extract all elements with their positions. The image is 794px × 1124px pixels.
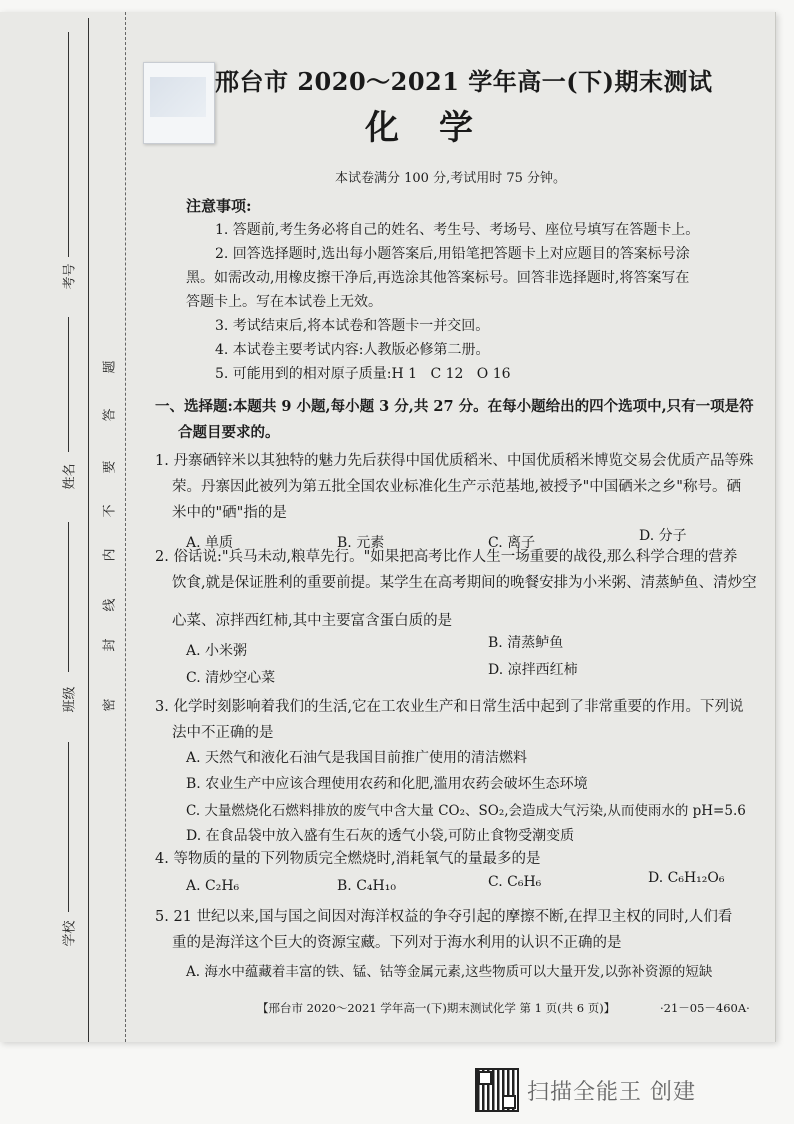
- q1-option-b: B. 元素: [337, 535, 385, 551]
- seal-char-8: 题: [102, 360, 118, 374]
- q1-option-a: A. 单质: [186, 535, 234, 551]
- q2-line-1: 2. 俗话说:"兵马未动,粮草先行。"如果把高考比作人生一场重要的战役,那么科学合理的营养: [155, 549, 738, 565]
- q2-option-d: D. 凉拌西红柿: [488, 662, 578, 678]
- seal-char-6: 要: [102, 460, 118, 474]
- q1-line-3: 米中的"硒"指的是: [172, 505, 287, 521]
- class-label: 班级: [62, 686, 78, 713]
- seal-char-5: 不: [102, 504, 118, 518]
- q4-option-c: C. C₆H₆: [488, 874, 542, 890]
- seal-char-4: 内: [102, 548, 118, 562]
- name-blank: [68, 317, 69, 452]
- q1-option-d: D. 分子: [639, 528, 687, 544]
- q1-option-c: C. 离子: [488, 535, 536, 551]
- exam-info: 本试卷满分 100 分,考试用时 75 分钟。: [335, 171, 567, 186]
- subject-title: 化学: [365, 108, 513, 148]
- q2-line-2: 饮食,就是保证胜利的重要前提。某学生在高考期间的晚餐安排为小米粥、清蒸鲈鱼、清炒空: [172, 575, 757, 591]
- exam-number-label: 考号: [62, 263, 78, 290]
- note-line-2: 2. 回答选择题时,选出每小题答案后,用铅笔把答题卡上对应题目的答案标号涂: [215, 246, 690, 262]
- note-line-1: 1. 答题前,考生务必将自己的姓名、考生号、考场号、座位号填写在答题卡上。: [215, 222, 700, 238]
- watermark-text: 扫描全能王 创建: [527, 1079, 696, 1105]
- note-line-3: 黑。如需改动,用橡皮擦干净后,再选涂其他答案标号。回答非选择题时,将答案写在: [186, 270, 690, 286]
- exam-number-blank: [68, 32, 69, 257]
- note-line-4: 答题卡上。写在本试卷上无效。: [186, 294, 382, 310]
- seal-char-1: 密: [102, 698, 118, 712]
- q5-line-2: 重的是海洋这个巨大的资源宝藏。下列对于海水利用的认识不正确的是: [172, 935, 622, 951]
- q1-line-1: 1. 丹寨硒锌米以其独特的魅力先后获得中国优质稻米、中国优质稻米博览交易会优质产品等殊: [155, 453, 754, 469]
- page-footer: 【邢台市 2020～2021 学年高一(下)期末测试化学 第 1 页(共 6 页)】: [257, 1001, 616, 1015]
- name-label: 姓名: [62, 463, 78, 490]
- class-blank: [68, 522, 69, 672]
- note-line-7: 5. 可能用到的相对原子质量:H 1 C 12 O 16: [215, 366, 511, 382]
- seal-char-7: 答: [102, 408, 118, 422]
- q4-option-a: A. C₂H₆: [186, 878, 240, 894]
- seal-line: [88, 18, 89, 1042]
- school-label: 学校: [62, 920, 78, 947]
- q3-option-a: A. 天然气和液化石油气是我国目前推广使用的清洁燃料: [186, 750, 528, 766]
- q2-option-c: C. 清炒空心菜: [186, 670, 276, 686]
- q4-line-1: 4. 等物质的量的下列物质完全燃烧时,消耗氧气的量最多的是: [155, 851, 541, 867]
- school-blank: [68, 742, 69, 912]
- note-line-5: 3. 考试结束后,将本试卷和答题卡一并交回。: [215, 318, 490, 334]
- footer-code: ·21－05－460A·: [660, 1001, 750, 1015]
- q2-line-3: 心菜、凉拌西红柿,其中主要富含蛋白质的是: [172, 613, 453, 629]
- q3-option-d: D. 在食品袋中放入盛有生石灰的透气小袋,可防止食物受潮变质: [186, 828, 575, 844]
- section-heading-line-1: 一、选择题:本题共 9 小题,每小题 3 分,共 27 分。在每小题给出的四个选项中,只有一项是符: [155, 398, 754, 415]
- qr-code-icon: [475, 1068, 519, 1112]
- seal-char-2: 封: [102, 638, 118, 652]
- q3-option-b: B. 农业生产中应该合理使用农药和化肥,滥用农药会破坏生态环境: [186, 776, 588, 792]
- section-heading-line-2: 合题目要求的。: [178, 424, 280, 441]
- note-line-6: 4. 本试卷主要考试内容:人教版必修第二册。: [215, 342, 490, 358]
- q3-line-2: 法中不正确的是: [172, 725, 274, 741]
- scanner-watermark: [475, 1068, 696, 1112]
- q2-option-a: A. 小米粥: [186, 643, 248, 659]
- seal-char-3: 线: [102, 598, 118, 612]
- notes-title: 注意事项:: [186, 197, 252, 215]
- q4-option-b: B. C₄H₁₀: [337, 878, 396, 894]
- exam-sheet: [0, 12, 776, 1042]
- q3-option-c: C. 大量燃烧化石燃料排放的废气中含大量 CO₂、SO₂,会造成大气污染,从而使雨水的 pH=5.6: [186, 803, 746, 819]
- exam-title: 邢台市 2020～2021 学年高一(下)期末测试: [215, 67, 713, 96]
- q2-option-b: B. 清蒸鲈鱼: [488, 635, 564, 651]
- q3-line-1: 3. 化学时刻影响着我们的生活,它在工农业生产和日常生活中起到了非常重要的作用。下列说: [155, 699, 744, 715]
- q1-line-2: 荣。丹寨因此被列为第五批全国农业标准化生产示范基地,被授予"中国硒米之乡"称号。硒: [172, 479, 741, 495]
- binding-margin: [0, 12, 126, 1042]
- q5-line-1: 5. 21 世纪以来,国与国之间因对海洋权益的争夺引起的摩擦不断,在捍卫主权的同时,人们看: [155, 909, 733, 925]
- q4-option-d: D. C₆H₁₂O₆: [648, 870, 725, 886]
- barcode-sticker: [143, 62, 215, 144]
- q5-option-a: A. 海水中蕴藏着丰富的铁、锰、钴等金属元素,这些物质可以大量开发,以弥补资源的短缺: [186, 964, 713, 980]
